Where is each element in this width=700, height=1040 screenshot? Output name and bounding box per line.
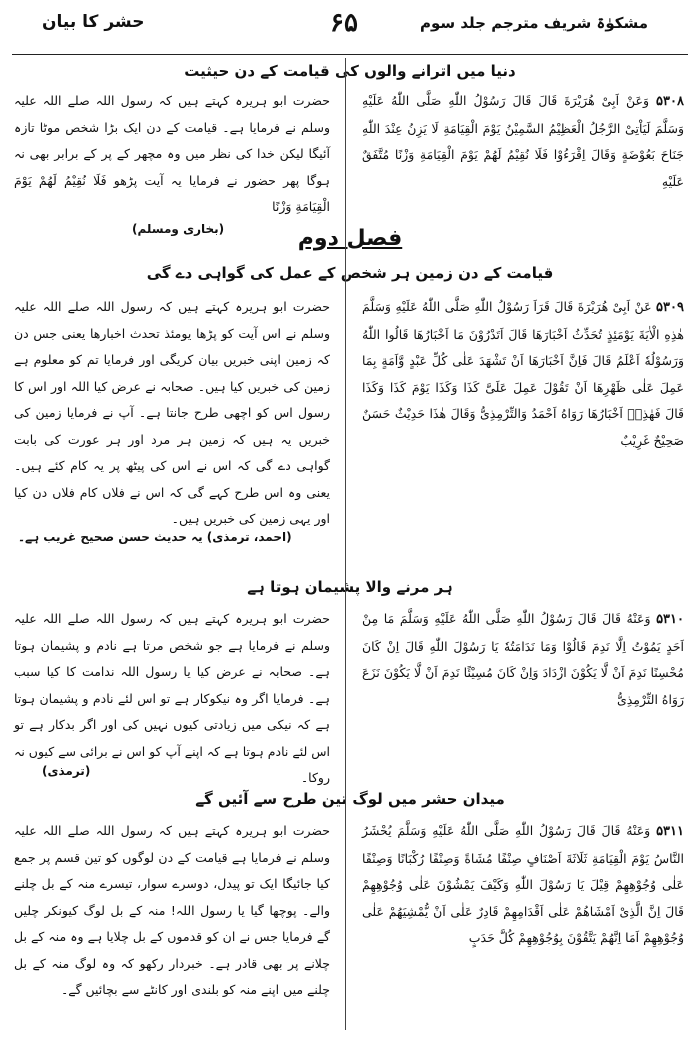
section-2-arabic	[362, 294, 684, 552]
hadith-number: ۵۳۱۰	[656, 612, 684, 627]
book-title: مشکوٰۃ شریف مترجم جلد سوم	[420, 14, 648, 32]
section-1-urdu: حضرت ابو ہریرہ کہتے ہیں کہ رسول اللہ صلے اللہ علیہ وسلم نے فرمایا ہے۔ قیامت کے دن ایک بڑا شخص موٹا تازہ آئیگا لیکن خدا کی نظر میں وہ مچھر کے پر کے برابر بھی نہ ہوگا پھر حضور نے فرمایا یہ آیت پڑھو فَلَا نُقِیْمُ لَهُمْ یَوْمَ الْقِیَامَةِ وَزْنًا	[14, 93, 330, 214]
chapter-title: حشر کا بیان	[42, 12, 145, 32]
arabic-text: عَنْ اَبِیْ هُرَیْرَةَ قَالَ قَرَاَ رَسُوْلُ اللّٰهِ صَلَّى اللّٰهُ عَلَیْهِ وَسَلَّمَ هٰذِهِ الْاٰیَةَ یَوْمَئِذٍ تُحَدِّثُ اَخْبَارَهَا قَالَ اَتَدْرُوْنَ مَا اَخْبَارُهَا قَالُوا اللّٰهُ وَرَسُوْلُهٗ اَعْلَمُ قَالَ فَاِنَّ اَخْبَارَهَا اَنْ تَشْهَدَ عَلٰى كُلِّ عَبْدٍ وَّاَمَةٍ بِمَا عَمِلَ عَلٰى ظَهْرِهَا اَنْ تَقُوْلَ عَمِلَ عَلَیَّ كَذَا وَكَذَا یَوْمَ كَذَا وَكَذَا قَالَ فَهٰذِهٖ اَخْبَارُهَا رَوَاهُ اَحْمَدُ وَالتِّرْمِذِیُّ وَقَالَ هٰذَا حَدِیْثٌ حَسَنٌ صَحِیْحٌ غَرِیْبٌ	[362, 299, 684, 448]
section-4-urdu: حضرت ابو ہریرہ کہتے ہیں کہ رسول اللہ صلے اللہ علیہ وسلم نے فرمایا ہے قیامت کے دن لوگوں کو تین قسم پر جمع کیا جائیگا ایک تو پیدل، دوسرے سوار، تیسرے منہ کے بل چلنے والے۔ پوچھا گیا یا رسول اللہ! منہ کے بل لوگ کیونکر چلیں گے فرمایا جس نے ان کو قدموں کے بل چلایا ہے وہ منہ کے بل چلانے پر بھی قادر ہے۔ خبردار رکھو کہ وہ لوگ منہ کے بل چلنے میں اپنے منہ کو بلندی اور کانٹے سے بچائیں گے۔	[14, 823, 330, 997]
section-3-reference: (ترمذی)	[42, 764, 91, 778]
section-3-arabic	[362, 606, 684, 792]
section-3-urdu: حضرت ابو ہریرہ کہتے ہیں کہ رسول اللہ صلے اللہ علیہ وسلم نے فرمایا ہے جو شخص مرتا ہے نادم و پشیمان ہوتا ہے۔ صحابہ نے عرض کیا یا رسول اللہ ندامت کا کیا سبب ہے۔ فرمایا اگر وہ نیکوکار ہے تو اس لئے نادم و پشیمان ہوتا ہے کہ نیکی میں زیادتی کیوں نہیں کی اور اگر بدکار ہے تو اس لئے نادم ہوتا ہے کہ اپنے آپ کو اس نے برائی سے کیوں نہ روکا۔	[14, 611, 330, 785]
arabic-text: وَعَنْ اَبِیْ هُرَیْرَةَ قَالَ قَالَ رَسُوْلُ اللّٰهِ صَلَّى اللّٰهُ عَلَیْهِ وَسَلَّمَ لَیَاْتِیْ الرَّجُلُ الْعَظِیْمُ السَّمِیْنُ یَوْمَ الْقِیَامَةِ لَا یَزِنُ عِنْدَ اللّٰهِ جَنَاحَ بَعُوْضَةٍ وَقَالَ اِقْرَءُوْا فَلَا نُقِیْمُ لَهُمْ یَوْمَ الْقِیَامَةِ وَزْنًا مُتَّفَقٌ عَلَیْهِ	[362, 93, 684, 189]
section-3-title: ہر مرنے والا پشیمان ہوتا ہے	[247, 578, 453, 596]
section-2-title: قیامت کے دن زمین ہر شخص کے عمل کی گواہی دے گی	[146, 264, 554, 282]
page-header	[12, 6, 688, 52]
section-4-arabic	[362, 818, 684, 1030]
section-2-reference: (احمد، ترمذی) یہ حدیث حسن صحیح غریب ہے۔	[18, 530, 292, 544]
page-number: ۶۵	[330, 8, 358, 38]
hadith-number: ۵۳۱۱	[656, 824, 684, 839]
hadith-number: ۵۳۰۸	[656, 94, 684, 109]
document-page	[12, 6, 688, 1030]
section-1-title: دنیا میں اترانے والوں کی قیامت کے دن حیثیت	[184, 62, 516, 80]
fasl-heading: فصل دوم	[297, 226, 403, 251]
section-4-title: میدان حشر میں لوگ تین طرح سے آئیں گے	[195, 790, 505, 808]
arabic-text: وَعَنْهُ قَالَ قَالَ رَسُوْلُ اللّٰهِ صَلَّى اللّٰهُ عَلَیْهِ وَسَلَّمَ یُحْشَرُ النَّاسُ یَوْمَ الْقِیَامَةِ ثَلَاثَةَ اَصْنَافٍ صِنْفًا مُشَاةً وَصِنْفًا رُكْبَانًا وَصِنْفًا عَلٰى وُجُوْهِهِمْ قِیْلَ یَا رَسُوْلَ اللّٰهِ وَكَیْفَ یَمْشُوْنَ عَلٰى وُجُوْهِهِمْ قَالَ اِنَّ الَّذِیْ اَمْشَاهُمْ عَلٰى اَقْدَامِهِمْ قَادِرٌ عَلٰى اَنْ یُّمْشِیَهُمْ عَلٰى وُجُوْهِهِمْ اَمَا اِنَّهُمْ یَتَّقُوْنَ بِوُجُوْهِهِمْ كُلَّ حَدَبٍ	[362, 823, 684, 945]
section-2-urdu: حضرت ابو ہریرہ کہتے ہیں کہ رسول اللہ صلے اللہ علیہ وسلم نے اس آیت کو پڑھا یومئذ تحدث اخبارها یعنی جس دن کہ زمین اپنی خبریں بیان کریگی اور فرمایا تم کو معلوم ہے زمین کی خبریں کیا ہیں۔ صحابہ نے عرض کیا اللہ اور اس کا رسول اس کو اچھی طرح جانتا ہے۔ آپ نے فرمایا زمین کی خبریں یہ ہیں کہ زمین ہر مرد اور ہر عورت کی بابت گواہی دے گی کہ اس نے اس کی پیٹھ پر یہ کام کئے ہیں۔ یعنی وہ اس طرح کہے گی کہ اس نے فلاں کام فلاں دن کیا اور یہی زمین کی خبریں ہیں۔	[14, 299, 330, 526]
column-divider	[345, 58, 346, 1030]
hadith-number: ۵۳۰۹	[656, 300, 684, 315]
header-rule	[12, 54, 688, 55]
section-1-reference: (بخاری ومسلم)	[132, 222, 225, 236]
arabic-text: وَعَنْهُ قَالَ قَالَ رَسُوْلُ اللّٰهِ صَلَّى اللّٰهُ عَلَیْهِ وَسَلَّمَ مَا مِنْ اَحَدٍ یَمُوْتُ اِلَّا نَدِمَ قَالُوْا وَمَا نَدَامَتُهٗ یَا رَسُوْلَ اللّٰهِ قَالَ اِنْ كَانَ مُحْسِنًا نَدِمَ اَنْ لَّا یَكُوْنَ ازْدَادَ وَاِنْ كَانَ مُسِیْئًا نَدِمَ اَنْ لَّا یَكُوْنَ نَزَعَ رَوَاهُ التِّرْمِذِیُّ	[362, 611, 684, 707]
